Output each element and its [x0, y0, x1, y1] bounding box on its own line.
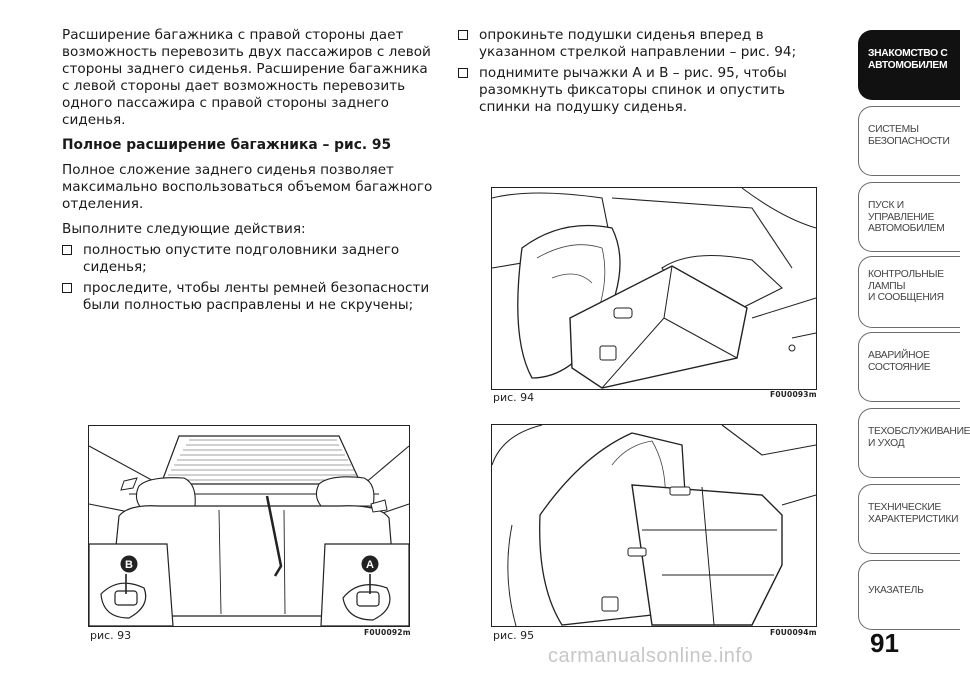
- checkbox-bullet-icon: [62, 283, 72, 293]
- marker-a-icon: [362, 556, 379, 573]
- marker-b-icon: [121, 556, 138, 573]
- watermark: carmanualsonline.info: [548, 645, 754, 667]
- figure-94-code: F0U0093m: [770, 390, 817, 399]
- checkbox-bullet-icon: [458, 68, 468, 78]
- tab-warning-lights[interactable]: КОНТРОЛЬНЫЕ ЛАМПЫ И СООБЩЕНИЯ: [858, 256, 960, 328]
- figure-93-image: [88, 425, 410, 627]
- right-column: [458, 27, 838, 120]
- figure-95-caption: рис. 95: [493, 629, 535, 642]
- intro-paragraph: Расширение багажника с правой стороны дает возможность перевозить двух пассажиров с левой стороны заднего сиденья. Расширение багажника с левой стороны дает возможность перевозить одного пассажира с правой стороны заднего сиденья.: [62, 27, 431, 128]
- steps-intro: Выполните следующие действия:: [62, 221, 306, 237]
- tab-getting-to-know[interactable]: ЗНАКОМСТВО С АВТОМОБИЛЕМ: [858, 30, 960, 100]
- figure-93-caption: рис. 93: [90, 629, 132, 642]
- figure-94-caption: рис. 94: [493, 391, 535, 404]
- tab-starting-driving[interactable]: ПУСК И УПРАВЛЕНИЕ АВТОМОБИЛЕМ: [858, 182, 960, 252]
- figure-94-image: [491, 187, 817, 390]
- tab-safety-systems[interactable]: СИСТЕМЫ БЕЗОПАСНОСТИ: [858, 106, 960, 176]
- page-number: 91: [870, 628, 899, 658]
- svg-text:A: A: [366, 559, 374, 571]
- tab-emergency[interactable]: АВАРИЙНОЕ СОСТОЯНИЕ: [858, 332, 960, 402]
- figure-93-code: F0U0092m: [364, 628, 411, 637]
- tab-technical-data[interactable]: ТЕХНИЧЕСКИЕ ХАРАКТЕРИСТИКИ: [858, 484, 960, 554]
- checkbox-bullet-icon: [458, 30, 468, 40]
- list-item: поднимите рычажки A и B – рис. 95, чтобы разомкнуть фиксаторы спинок и опустить спинки на подушку сиденья.: [458, 65, 838, 116]
- svg-text:B: B: [125, 559, 133, 571]
- list-item: проследите, чтобы ленты ремней безопасности были полностью расправлены и не скручены;: [62, 280, 434, 314]
- tab-index[interactable]: УКАЗАТЕЛЬ: [858, 560, 960, 630]
- chapter-sidebar: [858, 0, 970, 677]
- tab-maintenance[interactable]: ТЕХОБСЛУЖИВАНИЕ И УХОД: [858, 408, 960, 478]
- list-item: полностью опустите подголовники заднего сиденья;: [62, 242, 434, 276]
- figure-95-image: [491, 424, 817, 627]
- section-heading: Полное расширение багажника – рис. 95: [62, 137, 392, 153]
- checkbox-bullet-icon: [62, 245, 72, 255]
- figure-95-code: F0U0094m: [770, 628, 817, 637]
- left-column: [62, 27, 434, 318]
- list-item: опрокиньте подушки сиденья вперед в указанном стрелкой направлении – рис. 94;: [458, 27, 838, 61]
- description-paragraph: Полное сложение заднего сиденья позволяет максимально воспользоваться объемом багажного отделения.: [62, 162, 433, 212]
